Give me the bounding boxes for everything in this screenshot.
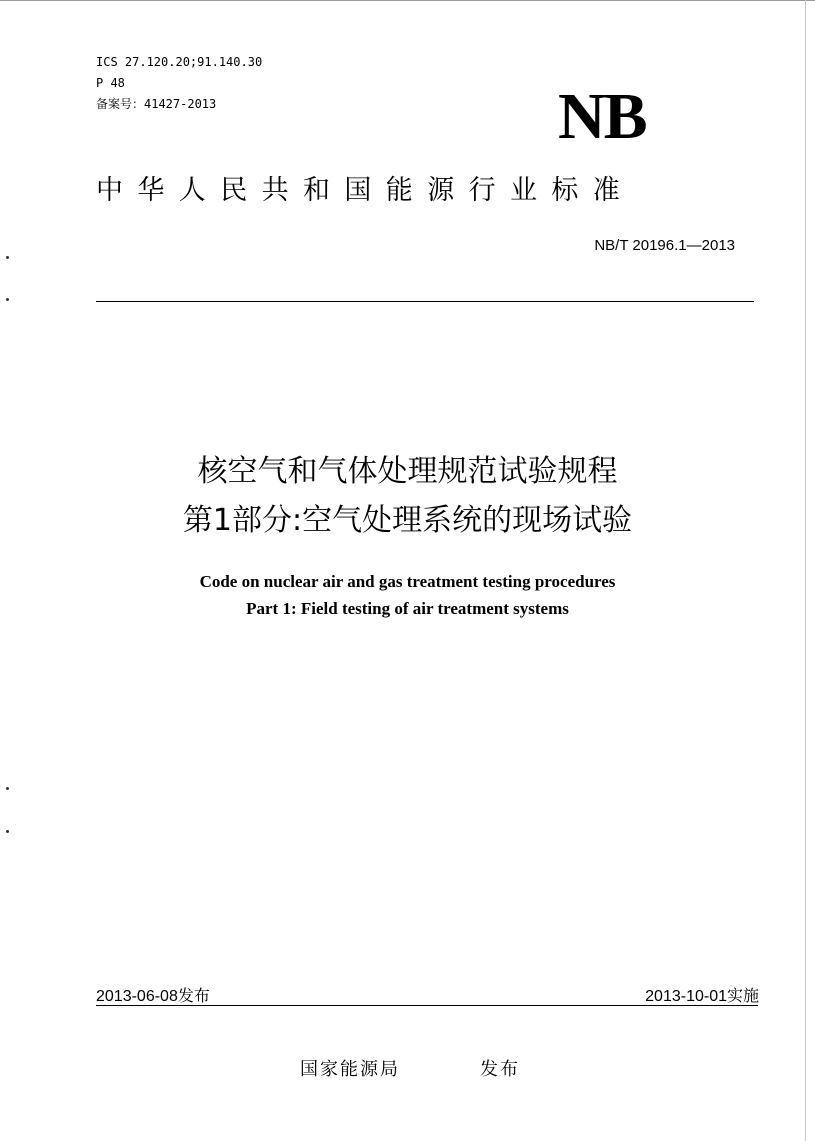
scan-mark xyxy=(6,830,9,833)
scan-mark xyxy=(6,787,9,790)
issuer-name: 国家能源局 xyxy=(300,1059,400,1080)
issue-date: 2013-06-08发布 xyxy=(96,988,210,1005)
ics-code: ICS 27.120.20;91.140.30 xyxy=(96,55,263,69)
title-cn-line2: 第1部分:空气处理系统的现场试验 xyxy=(182,503,633,538)
standard-code: NB/T 20196.1—2013 xyxy=(594,237,735,254)
title-cn-line1: 核空气和气体处理规范试验规程 xyxy=(197,454,618,489)
top-border xyxy=(0,0,815,1)
filing-number: 备案号：41427-2013 xyxy=(96,97,217,111)
standard-name: 中华人民共和国能源行业标准 xyxy=(96,175,635,206)
header-divider xyxy=(96,301,754,302)
scan-mark xyxy=(6,256,9,259)
ccs-code: P 48 xyxy=(96,76,125,90)
scan-mark xyxy=(6,298,9,301)
title-en-line1: Code on nuclear air and gas treatment testing procedures xyxy=(199,572,616,591)
title-en-line2: Part 1: Field testing of air treatment systems xyxy=(246,599,569,618)
implementation-date: 2013-10-01实施 xyxy=(645,988,759,1005)
issuer-action: 发布 xyxy=(480,1059,520,1080)
nb-logo: NB xyxy=(558,80,646,153)
footer-divider xyxy=(96,1005,758,1006)
